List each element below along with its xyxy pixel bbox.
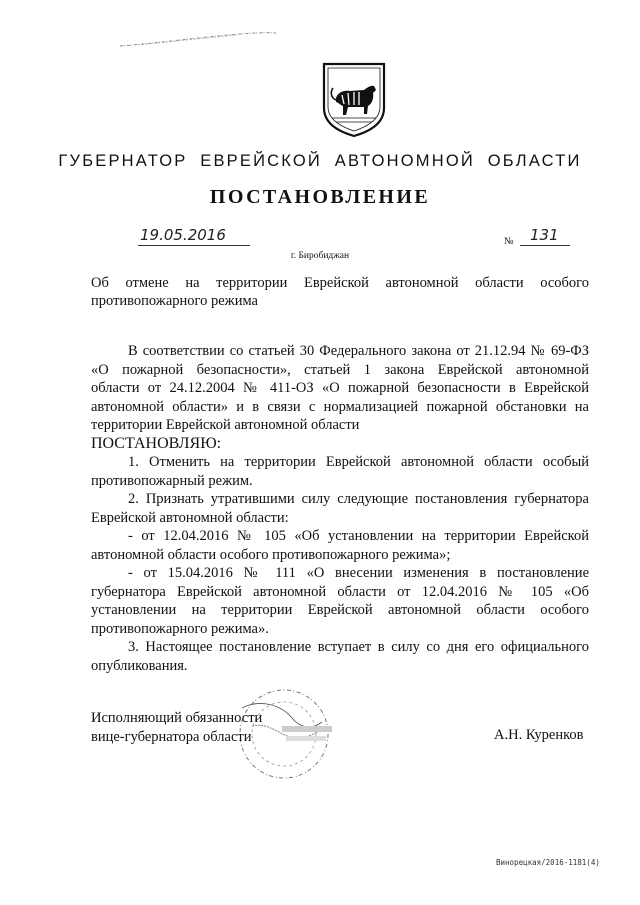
document-date: 19.05.2016 [140,226,226,244]
signatory-position-line-2: вице-губернатора области [91,728,252,745]
document-type-title: ПОСТАНОВЛЕНИЕ [209,186,431,208]
handwritten-scribble [118,30,278,50]
city-name: г. Биробиджан [290,251,350,261]
item-2-line: 2. Признать утратившими силу следующие постановления губернатора [128,491,589,507]
preamble-line: «О пожарной безопасности», статьей 1 закона Еврейской автономной [91,361,589,378]
subject-line-1: Об отмене на территории Еврейской автономной области особого [91,275,589,291]
signatory-position [91,709,262,746]
preamble-line: автономной области» и в связи с нормализацией пожарной обстановки на [91,398,589,415]
item-1-line: 1. Отменить на территории Еврейской автономной области особый [128,454,589,470]
number-label: № [504,236,514,247]
item-2b-line: установлении на территории Еврейской автономной области особого [91,602,589,618]
item-2a-line: - от 12.04.2016 № 105 «Об установлении на территории Еврейской [128,528,589,544]
item-3-line: 3. Настоящее постановление вступает в силу со дня его официального [128,639,589,655]
coat-of-arms-emblem [318,60,390,138]
date-underline [138,245,250,246]
number-underline [520,245,570,246]
signatory-position-line-1: Исполняющий обязанности [91,710,263,726]
preamble-line: В соответствии со статьей 30 Федерального закона от 21.12.94 № 69-ФЗ [128,343,589,359]
item-2-line: Еврейской автономной области: [91,509,289,526]
item-2b-line: губернатора Еврейской автономной области от 12.04.2016 № 105 «Об [91,583,589,600]
footer-reference: Винорецкая/2016-1181(4) [496,858,600,867]
decree-word: ПОСТАНОВЛЯЮ: [91,434,222,452]
issuing-authority: ГУБЕРНАТОР ЕВРЕЙСКОЙ АВТОНОМНОЙ ОБЛАСТИ [58,152,582,170]
signatory-name: А.Н. Куренков [494,727,584,743]
document-number: 131 [530,226,559,244]
item-3-line: опубликования. [91,657,188,674]
preamble [91,342,589,675]
item-1-line: противопожарный режим. [91,472,253,489]
item-2a-line: автономной области особого противопожарного режима»; [91,546,451,563]
preamble-line: территории Еврейской автономной области [91,417,360,433]
item-2b-line: противопожарного режима». [91,620,269,637]
document-subject [91,274,589,310]
preamble-line: области от 24.12.2004 № 411-ОЗ «О пожарной безопасности в Еврейской [91,380,589,396]
item-2b-line: - от 15.04.2016 № 111 «О внесении изменения в постановление [128,565,589,581]
subject-line-2: противопожарного режима [91,293,258,309]
